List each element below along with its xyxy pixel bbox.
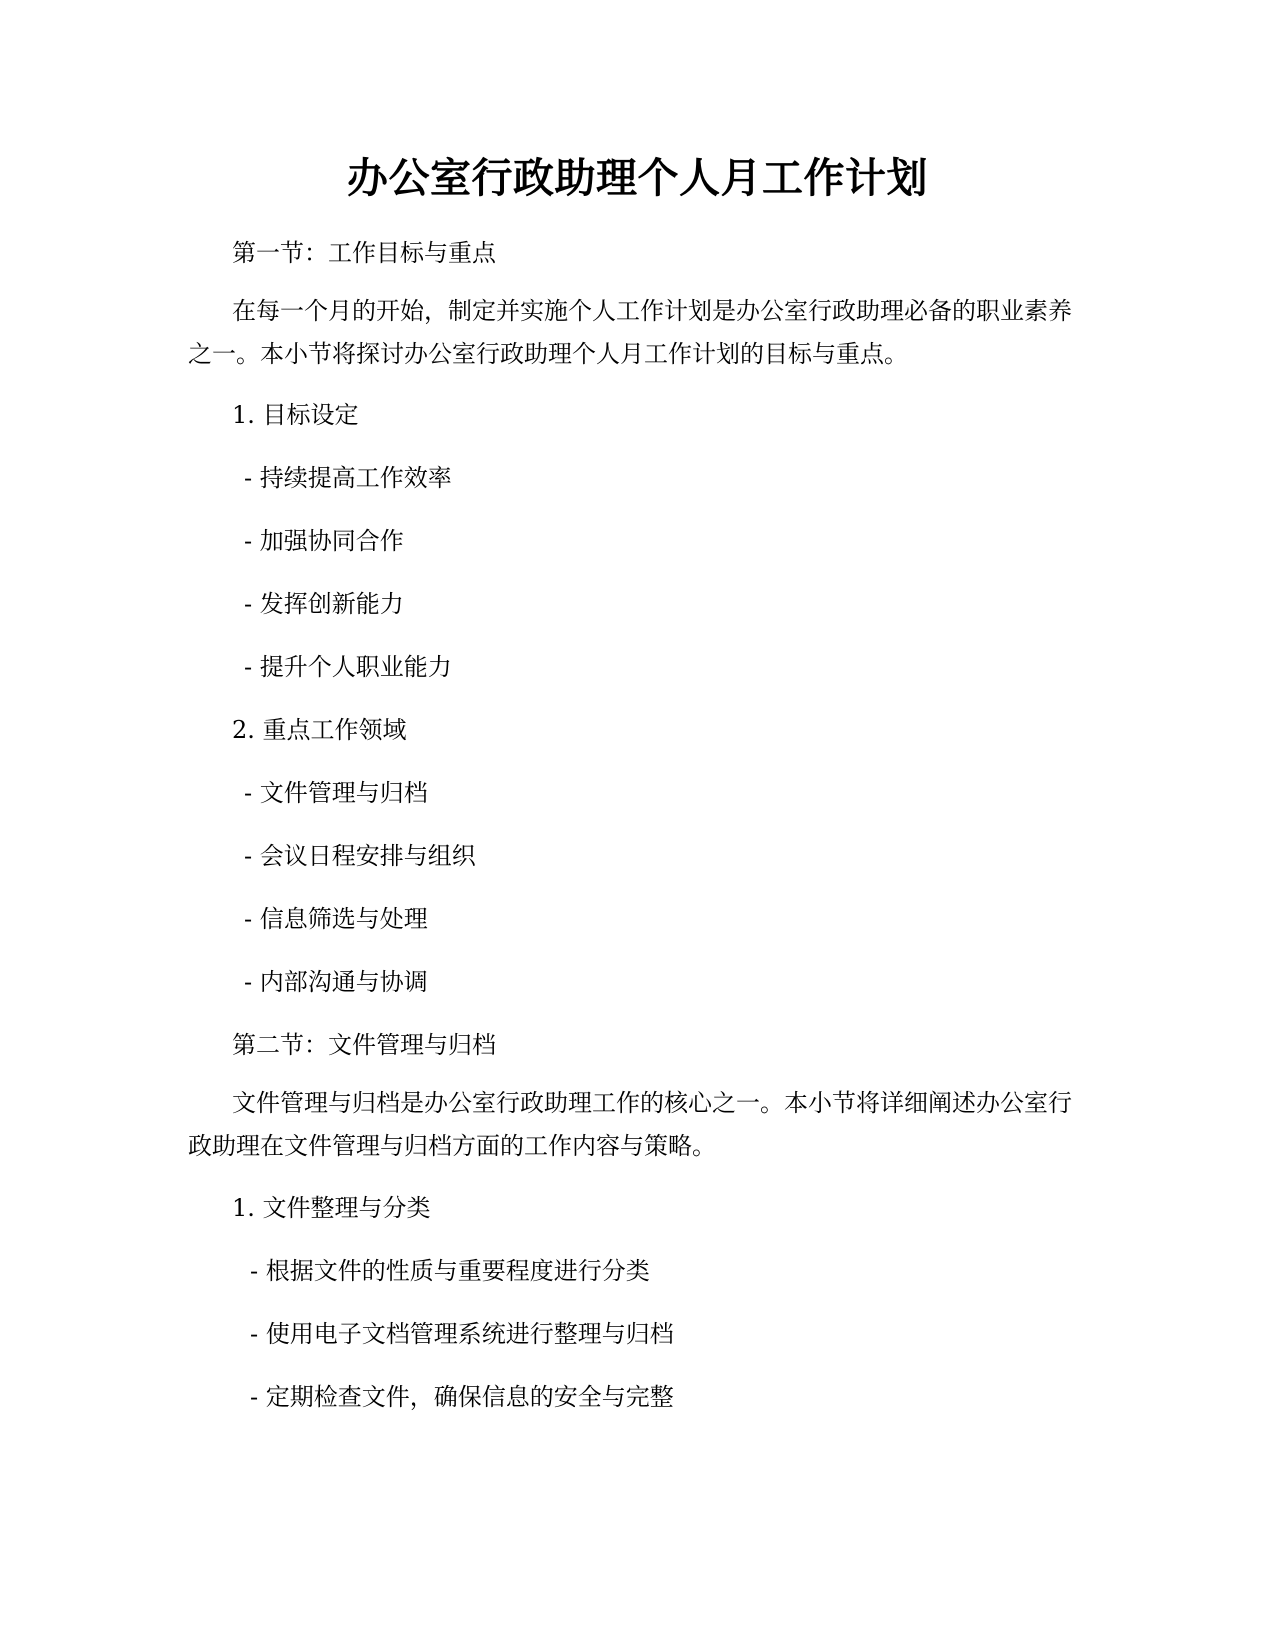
list-item: - 持续提高工作效率 bbox=[244, 464, 452, 492]
section1-item2-heading: 2. 重点工作领域 bbox=[232, 716, 407, 744]
document-title: 办公室行政助理个人月工作计划 bbox=[347, 154, 928, 202]
list-item: - 使用电子文档管理系统进行整理与归档 bbox=[250, 1320, 674, 1348]
list-item: - 内部沟通与协调 bbox=[244, 968, 428, 996]
list-item: - 根据文件的性质与重要程度进行分类 bbox=[250, 1257, 650, 1285]
list-item: - 发挥创新能力 bbox=[244, 590, 404, 618]
list-item: - 提升个人职业能力 bbox=[244, 653, 452, 681]
section1-item1-heading: 1. 目标设定 bbox=[232, 401, 359, 429]
section1-heading: 第一节：工作目标与重点 bbox=[232, 239, 496, 267]
list-item: - 定期检查文件，确保信息的安全与完整 bbox=[250, 1383, 674, 1411]
section2-item1-heading: 1. 文件整理与分类 bbox=[232, 1194, 431, 1222]
list-item: - 信息筛选与处理 bbox=[244, 905, 428, 933]
section2-heading: 第二节：文件管理与归档 bbox=[232, 1031, 496, 1059]
list-item: - 会议日程安排与组织 bbox=[244, 842, 476, 870]
list-item: - 文件管理与归档 bbox=[244, 779, 428, 807]
section2-intro: 文件管理与归档是办公室行政助理工作的核心之一。本小节将详细阐述办公室行政助理在文件管理与归档方面的工作内容与策略。 bbox=[188, 1089, 1072, 1160]
list-item: - 加强协同合作 bbox=[244, 527, 404, 555]
section1-intro: 在每一个月的开始，制定并实施个人工作计划是办公室行政助理必备的职业素养之一。本小节将探讨办公室行政助理个人月工作计划的目标与重点。 bbox=[188, 297, 1072, 368]
